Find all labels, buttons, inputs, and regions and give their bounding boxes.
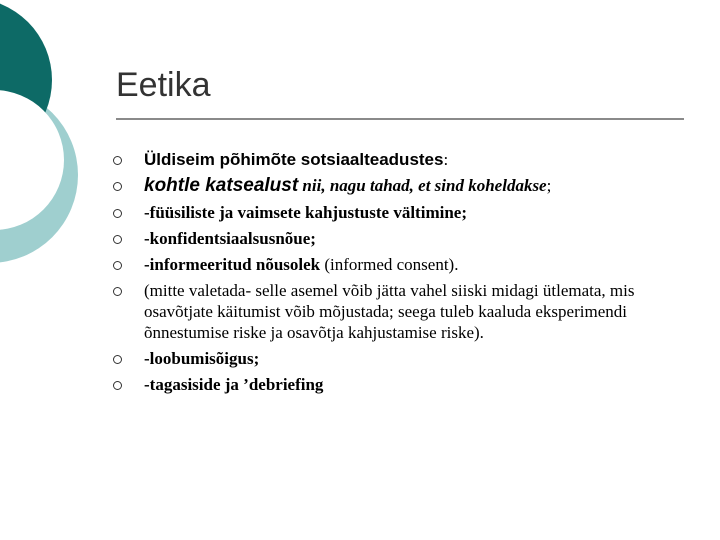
bullet-text: (mitte valetada- selle asemel võib jätta vahel siiski midagi ütlemata, mis osavõtjate käitumist võib mõjustada; seega tuleb kaaluda eksperimendi õnnestumise riske ja osavõtja kahjustamise riske).	[144, 281, 635, 342]
bullet-circle-icon	[113, 261, 122, 270]
bullet-circle-icon	[113, 235, 122, 244]
bullet-circle-icon	[113, 287, 122, 296]
bullet-suffix: ;	[546, 176, 552, 195]
bullet-circle-icon	[113, 209, 122, 218]
bullet-item	[110, 202, 690, 223]
bullet-emphasis-continuation: nii, nagu tahad, et sind koheldakse	[298, 176, 547, 195]
bullet-text: -füüsiliste ja vaimsete kahjustuste vältimine;	[144, 203, 467, 222]
bullet-text: (informed consent).	[320, 255, 459, 274]
bullet-text: -loobumisõigus;	[144, 349, 260, 368]
bullet-circle-icon	[113, 182, 122, 191]
title-divider	[116, 118, 684, 120]
bullet-text: -konfidentsiaalsusnõue;	[144, 229, 316, 248]
bullet-item	[110, 348, 690, 369]
bullet-list	[110, 146, 690, 395]
bullet-item	[110, 149, 690, 170]
slide-title: Eetika	[116, 66, 211, 104]
bullet-text: -tagasiside ja ’debriefing	[144, 375, 324, 394]
bullet-item	[110, 228, 690, 249]
bullet-circle-icon	[113, 381, 122, 390]
bullet-emphasis: kohtle katsealust	[144, 175, 299, 196]
bullet-circle-icon	[113, 156, 122, 165]
bullet-item	[110, 175, 690, 196]
bullet-item	[110, 280, 690, 343]
bullet-item	[110, 374, 690, 395]
bullet-item	[110, 254, 690, 275]
bullet-circle-icon	[113, 355, 122, 364]
bullet-suffix: :	[443, 150, 449, 169]
bullet-bold-text: -informeeritud nõusolek	[144, 255, 321, 274]
bullet-text: Üldiseim põhimõte sotsiaalteadustes	[144, 150, 444, 169]
